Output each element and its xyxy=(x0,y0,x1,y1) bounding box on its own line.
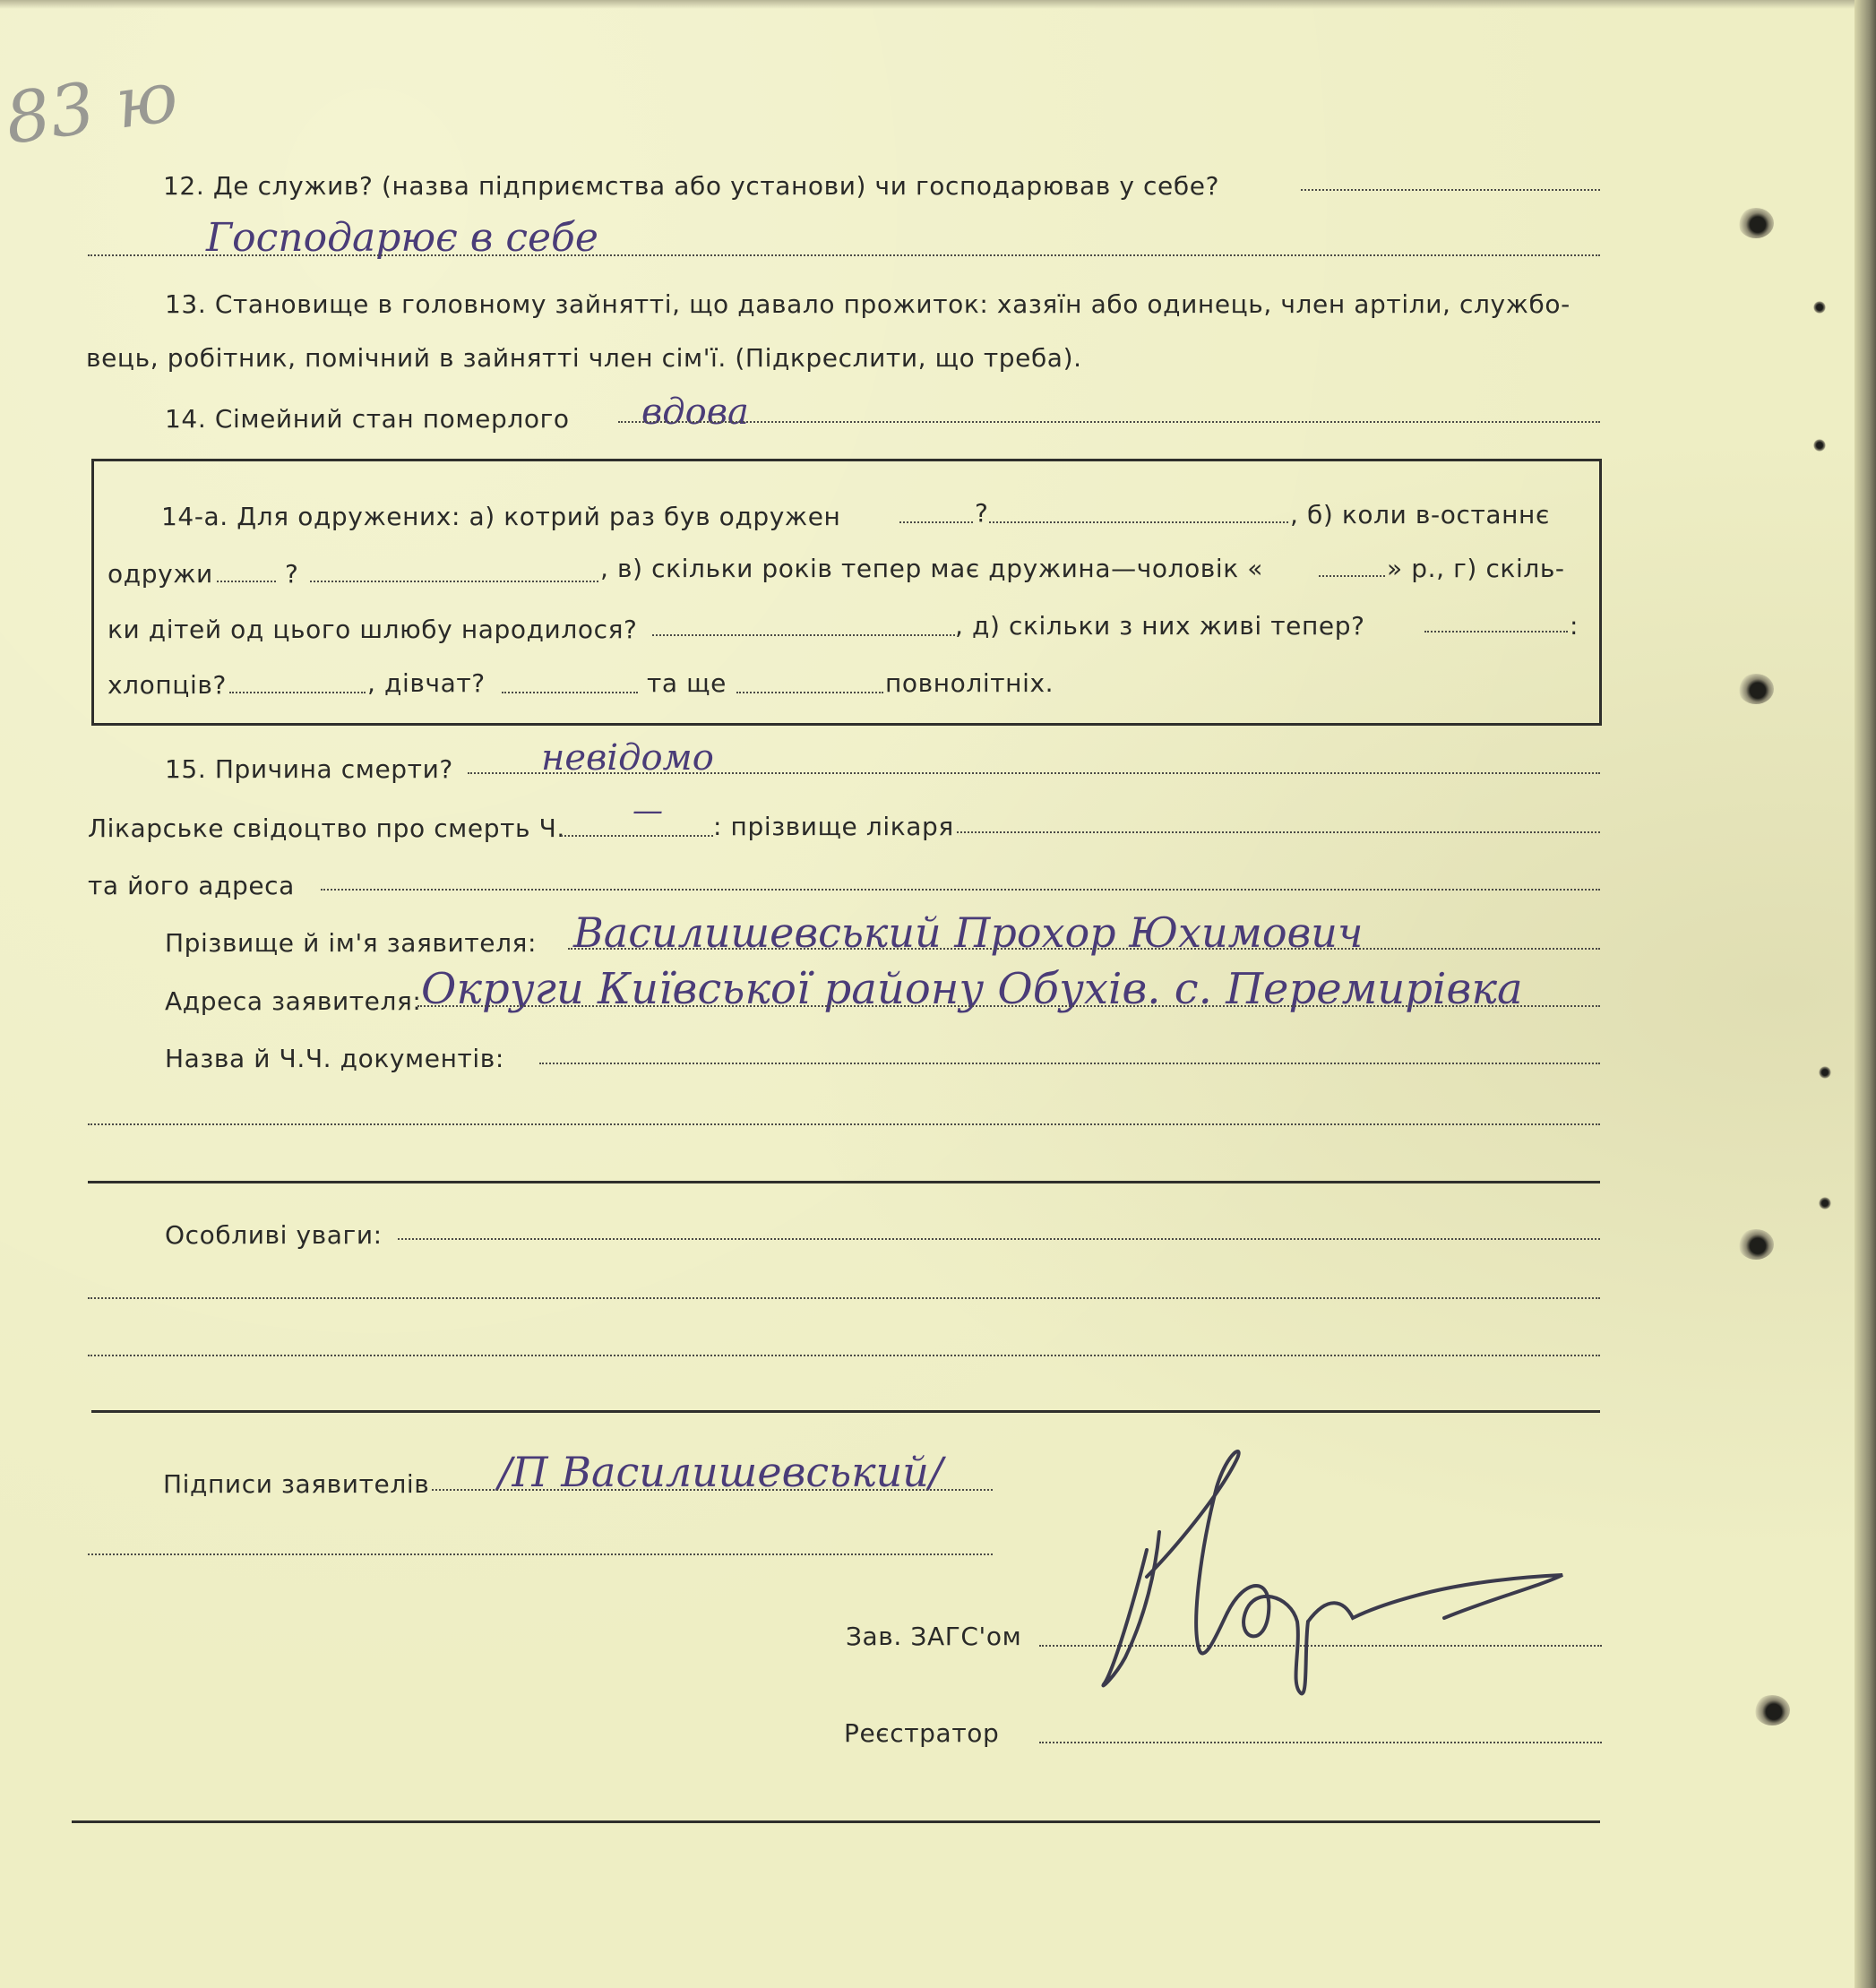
item14a-line3-c: : xyxy=(1570,611,1579,641)
doctor-address-field xyxy=(321,889,1600,891)
remarks-field-2 xyxy=(88,1297,1600,1299)
item12-answer-line xyxy=(88,254,1600,256)
children-born-field xyxy=(652,634,955,636)
item14a-line2-q: ? xyxy=(285,559,299,589)
remarks-field xyxy=(398,1238,1600,1240)
item12-label: 12. Де служив? (назва підприємства або установи) чи господарював у себе? xyxy=(163,171,1220,201)
item14a-line3-b: , д) скільки з них живі тепер? xyxy=(955,611,1365,641)
item14a-line1-a: 14-а. Для одружених: а) котрий раз був одружен xyxy=(161,502,841,531)
remarks-label: Особливі уваги: xyxy=(165,1220,383,1250)
applicant-signature-line xyxy=(432,1489,993,1491)
binding-pin xyxy=(1819,1066,1831,1079)
item15-label: 15. Причина смерти? xyxy=(165,754,453,784)
registry-head-label: Зав. ЗАГС'ом xyxy=(846,1622,1022,1651)
item14a-line2-a: одружи xyxy=(108,559,213,589)
binding-pin xyxy=(1813,439,1826,452)
applicant-name-answer: Василишевський Прохор Юхимович xyxy=(573,908,1364,957)
last-married-blank xyxy=(310,581,598,582)
item15-answer: невідомо xyxy=(541,737,714,779)
adults-field xyxy=(736,692,883,693)
item12-blank xyxy=(1301,189,1600,191)
boys-field xyxy=(229,692,366,693)
registrar-signature-line xyxy=(1039,1742,1602,1743)
binding-pin xyxy=(1819,1197,1831,1209)
item14a-line2-d: » р., г) скіль- xyxy=(1387,554,1565,583)
binding-pin xyxy=(1813,301,1826,314)
item14a-line2-c: , в) скільки років тепер має дружина—чоловік « xyxy=(600,554,1264,583)
bottom-rule xyxy=(72,1820,1600,1823)
married-section-box xyxy=(91,459,1602,726)
applicant-signature: /П Василишевський/ xyxy=(498,1448,943,1496)
doctor-name-field xyxy=(957,831,1600,833)
binding-hole xyxy=(1738,1229,1774,1260)
item14a-line4-d: повнолітніх. xyxy=(885,668,1054,698)
registrar-label: Реєстратор xyxy=(844,1718,1000,1748)
applicant-name-label: Прізвище й ім'я заявителя: xyxy=(165,928,538,958)
applicant-address-label: Адреса заявителя: xyxy=(165,986,422,1016)
item13-line2: вець, робітник, помічний в зайнятті член сім'ї. (Підкреслити, що треба). xyxy=(86,343,1082,373)
paper-right-edge xyxy=(1854,0,1876,1988)
marriage-count-field xyxy=(899,521,973,523)
applicant-name-line xyxy=(568,948,1600,950)
item14a-line1-c: , б) коли в-останнє xyxy=(1290,500,1550,529)
certificate-number-field xyxy=(561,835,713,837)
binding-hole xyxy=(1738,674,1774,704)
binding-hole xyxy=(1738,208,1774,238)
applicant-signature-line-2 xyxy=(88,1553,993,1555)
applicant-address-answer: Округи Київської району Обухів. с. Перемирівка xyxy=(421,964,1523,1014)
item12-answer: Господарює в себе xyxy=(206,215,598,261)
item14-answer: вдова xyxy=(641,392,749,433)
documents-field-2 xyxy=(88,1123,1600,1125)
item14-label: 14. Сімейний стан померлого xyxy=(165,404,570,434)
item15-answer-line xyxy=(468,772,1600,774)
marriage-count-blank xyxy=(989,521,1288,523)
item14a-line4-a: хлопців? xyxy=(108,670,227,700)
section-divider-2 xyxy=(91,1410,1600,1413)
documents-field xyxy=(539,1063,1600,1064)
registry-head-signature xyxy=(1093,1442,1577,1702)
doctor-name-label: : прізвище лікаря xyxy=(713,812,954,841)
certificate-number-value: — xyxy=(633,793,663,829)
documents-label: Назва й Ч.Ч. документів: xyxy=(165,1044,504,1073)
remarks-field-3 xyxy=(88,1355,1600,1356)
folio-mark: 83 ю xyxy=(0,56,184,160)
girls-field xyxy=(502,692,638,693)
children-alive-field xyxy=(1424,631,1568,633)
item14a-line4-b: , дівчат? xyxy=(367,668,486,698)
binding-hole xyxy=(1754,1695,1790,1726)
applicant-address-line xyxy=(417,1005,1600,1007)
item14-answer-line xyxy=(618,421,1600,423)
item14a-line1-q: ? xyxy=(975,498,989,528)
spouse-age-field xyxy=(1319,575,1385,577)
medical-certificate-label: Лікарське свідоцтво про смерть Ч. xyxy=(88,813,565,843)
item14a-line4-c: та ще xyxy=(647,668,727,698)
section-divider xyxy=(88,1181,1600,1183)
paper-top-edge xyxy=(0,0,1876,9)
last-married-field xyxy=(217,581,276,582)
item14a-line3-a: ки дітей од цього шлюбу народилося? xyxy=(108,615,638,644)
doctor-address-label: та його адреса xyxy=(88,871,295,900)
applicant-signatures-label: Підписи заявителів xyxy=(163,1469,430,1499)
item13-line1: 13. Становище в головному зайнятті, що давало прожиток: хазяїн або одинець, член артіли, службо- xyxy=(165,289,1571,319)
